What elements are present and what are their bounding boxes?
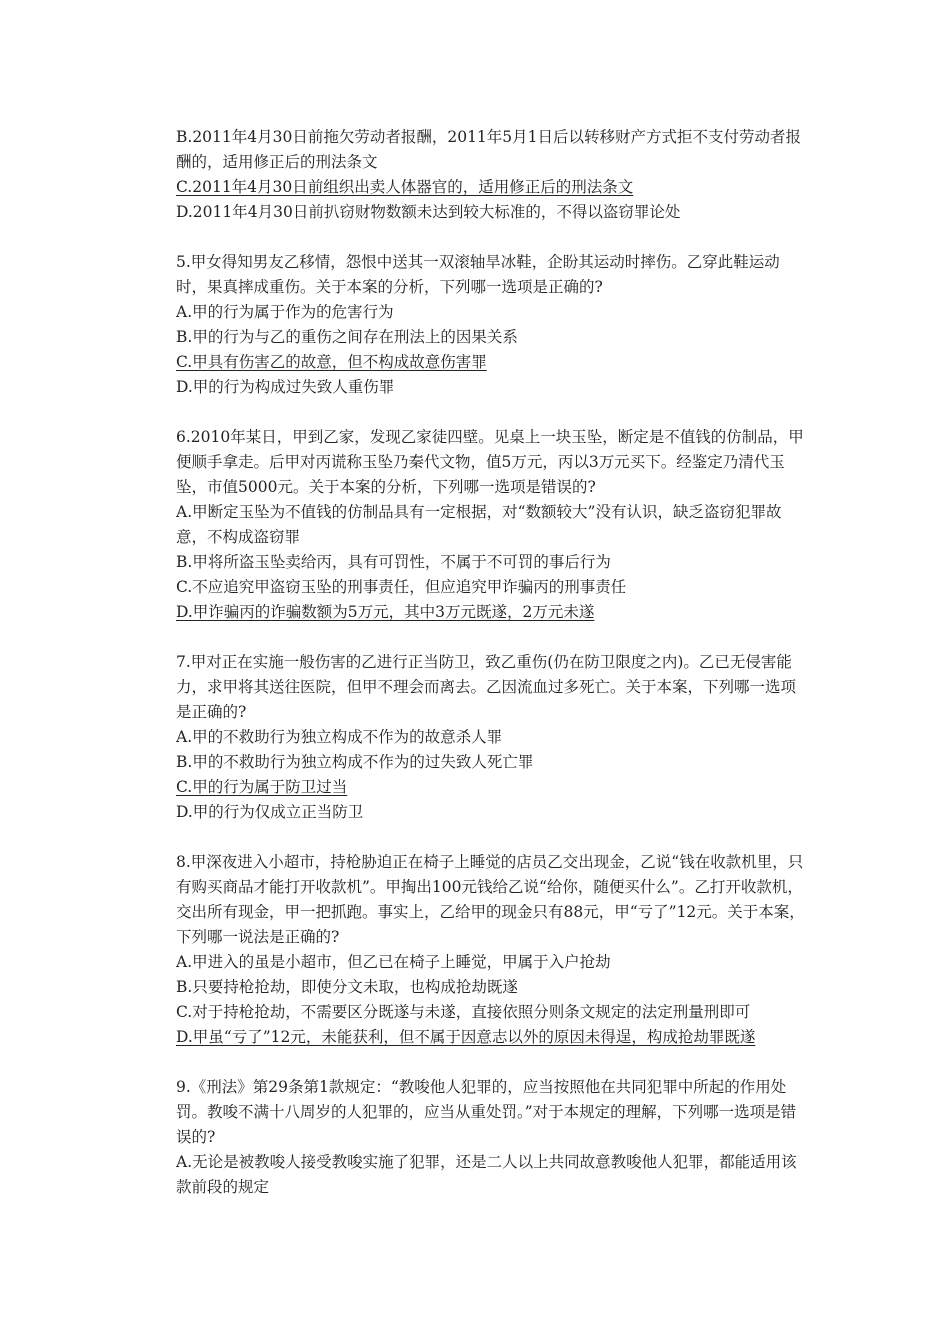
exam-content	[145, 125, 807, 1200]
q5-option-c-text: C.甲具有伤害乙的故意，但不构成故意伤害罪	[176, 353, 487, 371]
spacer	[145, 1050, 807, 1075]
q4-option-b: B.2011年4月30日前拖欠劳动者报酬，2011年5月1日后以转移财产方式拒不支付劳动者报酬的，适用修正后的刑法条文	[176, 128, 802, 171]
q7-option-c-text: C.甲的行为属于防卫过当	[176, 778, 348, 796]
question-7	[145, 650, 807, 825]
question-8	[145, 850, 807, 1050]
spacer	[145, 625, 807, 650]
question-6	[145, 425, 807, 625]
q6-option-c: C.不应追究甲盗窃玉坠的刑事责任，但应追究甲诈骗丙的刑事责任	[176, 578, 627, 596]
q5-option-b: B.甲的行为与乙的重伤之间存在刑法上的因果关系	[176, 328, 518, 346]
spacer	[145, 400, 807, 425]
q8-option-b: B.只要持枪抢劫，即使分文未取，也构成抢劫既遂	[176, 978, 518, 996]
q8-option-a: A.甲进入的虽是小超市，但乙已在椅子上睡觉，甲属于入户抢劫	[176, 953, 611, 971]
q6-option-d-answer	[145, 600, 807, 625]
q9-option-a: A.无论是被教唆人接受教唆实施了犯罪，还是二人以上共同故意教唆他人犯罪，都能适用该款前段的规定	[176, 1153, 797, 1196]
q7-option-b: B.甲的不救助行为独立构成不作为的过失致人死亡罪	[176, 753, 534, 771]
q5-stem: 5.甲女得知男友乙移情，怨恨中送其一双滚轴旱冰鞋，企盼其运动时摔伤。乙穿此鞋运动时，果真摔成重伤。关于本案的分析，下列哪一选项是正确的?	[176, 253, 780, 296]
q7-option-a: A.甲的不救助行为独立构成不作为的故意杀人罪	[176, 728, 503, 746]
question-9	[145, 1075, 807, 1200]
q6-option-b: B.甲将所盗玉坠卖给丙，具有可罚性，不属于不可罚的事后行为	[176, 553, 611, 571]
q4-option-c-answer	[145, 175, 807, 200]
spacer	[145, 825, 807, 850]
q8-option-d-answer	[145, 1025, 807, 1050]
q5-option-a: A.甲的行为属于作为的危害行为	[176, 303, 394, 321]
q6-option-d-text: D.甲诈骗丙的诈骗数额为5万元，其中3万元既遂，2万元未遂	[176, 603, 595, 621]
q8-option-c: C.对于持枪抢劫，不需要区分既遂与未遂，直接依照分则条文规定的法定刑量刑即可	[176, 1003, 751, 1021]
question-4-tail	[145, 125, 807, 225]
q7-option-c-answer	[145, 775, 807, 800]
q7-stem: 7.甲对正在实施一般伤害的乙进行正当防卫，致乙重伤(仍在防卫限度之内)。乙已无侵害能力，求甲将其送往医院，但甲不理会而离去。乙因流血过多死亡。关于本案，下列哪一选项是正确的?	[176, 653, 797, 721]
q8-stem: 8.甲深夜进入小超市，持枪胁迫正在椅子上睡觉的店员乙交出现金，乙说“钱在收款机里，只有购买商品才能打开收款机”。甲掏出100元钱给乙说“给你，随便买什么”。乙打开收款机，交出所有现金，甲一把抓跑。事实上，乙给甲的现金只有88元，甲“亏了”12元。关于本案，下列哪一说法是正确的?	[176, 853, 805, 946]
question-5	[145, 250, 807, 400]
q9-stem: 9.《刑法》第29条第1款规定：“教唆他人犯罪的，应当按照他在共同犯罪中所起的作用处罚。教唆不满十八周岁的人犯罪的，应当从重处罚。”对于本规定的理解，下列哪一选项是错误的?	[176, 1078, 797, 1146]
q5-option-c-answer	[145, 350, 807, 375]
q8-option-d-text: D.甲虽“亏了”12元，未能获利，但不属于因意志以外的原因未得逞，构成抢劫罪既遂	[176, 1028, 756, 1046]
q4-option-c-text: C.2011年4月30日前组织出卖人体器官的，适用修正后的刑法条文	[176, 178, 634, 196]
q7-option-d: D.甲的行为仅成立正当防卫	[176, 803, 364, 821]
spacer	[145, 225, 807, 250]
q4-option-d: D.2011年4月30日前扒窃财物数额未达到较大标准的，不得以盗窃罪论处	[176, 203, 681, 221]
q6-option-a: A.甲断定玉坠为不值钱的仿制品具有一定根据，对“数额较大”没有认识，缺乏盗窃犯罪故意，不构成盗窃罪	[176, 503, 782, 546]
q5-option-d: D.甲的行为构成过失致人重伤罪	[176, 378, 395, 396]
q6-stem: 6.2010年某日，甲到乙家，发现乙家徒四壁。见桌上一块玉坠，断定是不值钱的仿制品，甲便顺手拿走。后甲对丙谎称玉坠乃秦代文物，值5万元，丙以3万元买下。经鉴定乃清代玉坠，市值5000元。关于本案的分析，下列哪一选项是错误的?	[176, 428, 804, 496]
